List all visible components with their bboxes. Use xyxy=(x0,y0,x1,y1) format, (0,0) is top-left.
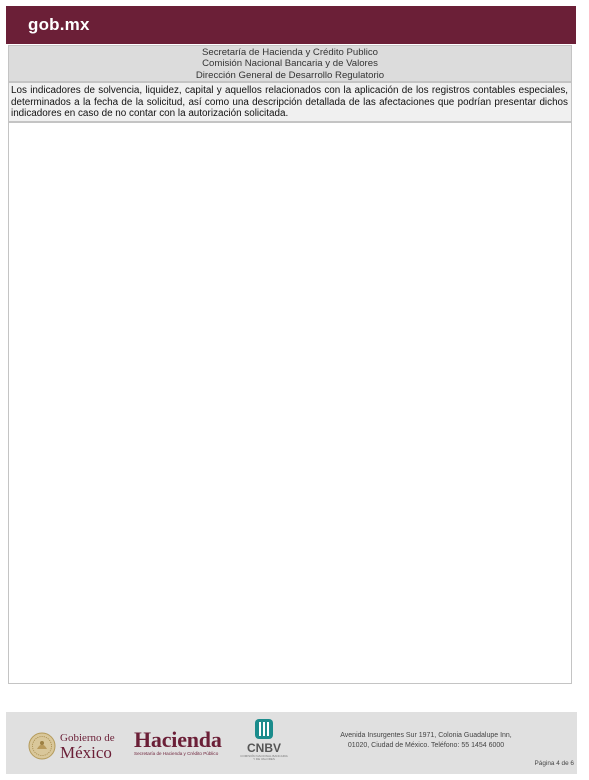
gobierno-logo-line1: Gobierno de xyxy=(60,732,115,744)
address-line1: Avenida Insurgentes Sur 1971, Colonia Guadalupe Inn, xyxy=(340,732,512,739)
institution-header xyxy=(8,45,572,82)
page-number: Página 4 de 6 xyxy=(534,760,574,767)
cnbv-mark-icon xyxy=(252,717,276,741)
gobierno-seal-icon xyxy=(28,732,56,760)
cnbv-logo xyxy=(240,717,288,769)
cnbv-logo-subtitle: COMISIÓN NACIONAL BANCARIA Y DE VALORES xyxy=(240,754,288,762)
question-text: Los indicadores de solvencia, liquidez, capital y aquellos relacionados con la aplicación de los registros contables especiales, determinados a la fecha de la solicitud, así como una descripción detallada de las afectaciones que podrían presentar dichos indicadores en caso de no contar con la autorización solicitada. xyxy=(8,82,572,122)
header-line-cnbv: Comisión Nacional Bancaria y de Valores xyxy=(202,58,378,70)
answer-box[interactable] xyxy=(8,122,572,684)
address-line2: 01020, Ciudad de México. Teléfono: 55 1454 6000 xyxy=(347,741,505,749)
header-line-direccion: Dirección General de Desarrollo Regulatorio xyxy=(195,69,385,81)
cnbv-logo-name: CNBV xyxy=(246,741,281,755)
gob-mx-brand[interactable]: gob.mx xyxy=(28,15,90,34)
hacienda-logo xyxy=(134,729,222,757)
hacienda-logo-name: Hacienda xyxy=(134,727,222,752)
gobierno-de-mexico-logo xyxy=(60,733,115,761)
gob-mx-topbar xyxy=(6,6,576,44)
header-line-shcp: Secretaría de Hacienda y Crédito Publico xyxy=(202,47,378,58)
hacienda-logo-subtitle: Secretaría de Hacienda y Crédito Público xyxy=(134,751,219,756)
footer-address xyxy=(306,731,546,750)
page-footer xyxy=(6,712,577,774)
gobierno-logo-line2: México xyxy=(60,743,112,762)
